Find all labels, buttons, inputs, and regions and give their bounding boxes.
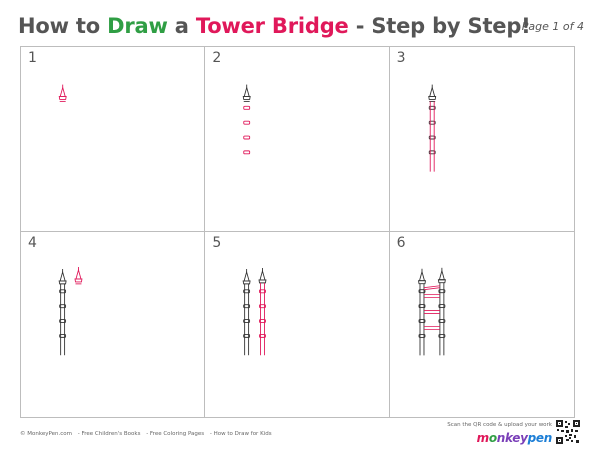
step-cell-5 bbox=[205, 232, 389, 417]
tower-bands-icon bbox=[244, 106, 250, 153]
qr-code-icon[interactable] bbox=[556, 420, 580, 444]
step-3-drawing bbox=[390, 47, 574, 231]
step-4-drawing bbox=[21, 232, 204, 417]
title-subject: Tower Bridge bbox=[195, 14, 349, 38]
step-number: 2 bbox=[212, 50, 222, 66]
steps-grid bbox=[20, 46, 575, 418]
tower-lines-icon bbox=[430, 101, 434, 171]
title-part-1: How to bbox=[18, 14, 108, 38]
step-5-drawing bbox=[205, 232, 388, 417]
page-title bbox=[18, 14, 531, 38]
footer-copyright[interactable]: © MonkeyPen.com bbox=[20, 431, 72, 437]
spire-icon bbox=[244, 85, 251, 102]
step-number: 3 bbox=[396, 50, 406, 66]
footer-links bbox=[20, 431, 276, 437]
scan-instruction: Scan the QR code & upload your work bbox=[447, 422, 552, 428]
step-number: 5 bbox=[212, 235, 222, 251]
title-word-draw: Draw bbox=[107, 14, 168, 38]
step-cell-6 bbox=[390, 232, 574, 417]
step-number: 1 bbox=[28, 50, 37, 66]
spire-icon bbox=[59, 85, 66, 102]
step-number: 4 bbox=[28, 235, 37, 251]
step-1-drawing bbox=[21, 47, 204, 231]
title-part-2: a bbox=[167, 14, 196, 38]
step-6-drawing bbox=[390, 232, 574, 417]
right-spire-icon bbox=[75, 267, 82, 284]
footer-link-coloring[interactable]: - Free Coloring Pages bbox=[146, 431, 205, 437]
bridge-walkway-icon bbox=[424, 286, 440, 330]
footer-link-books[interactable]: - Free Children's Books bbox=[77, 431, 141, 437]
two-towers-icon bbox=[418, 268, 445, 356]
step-cell-4 bbox=[21, 232, 205, 417]
step-number: 6 bbox=[396, 235, 406, 251]
step-2-drawing bbox=[205, 47, 388, 231]
left-tower-icon bbox=[243, 268, 266, 355]
page-header bbox=[18, 14, 584, 46]
step-cell-1 bbox=[21, 47, 205, 232]
title-part-3: - Step by Step! bbox=[348, 14, 531, 38]
page-number: Page 1 of 4 bbox=[521, 20, 584, 33]
footer-link-draw[interactable]: - How to Draw for Kids bbox=[209, 431, 272, 437]
right-tower-icon bbox=[260, 283, 266, 355]
step-cell-2 bbox=[205, 47, 389, 232]
footer-brand bbox=[447, 422, 552, 445]
monkeypen-logo[interactable]: monkeypen bbox=[476, 431, 552, 445]
step-cell-3 bbox=[390, 47, 574, 232]
left-tower-icon bbox=[59, 269, 66, 355]
